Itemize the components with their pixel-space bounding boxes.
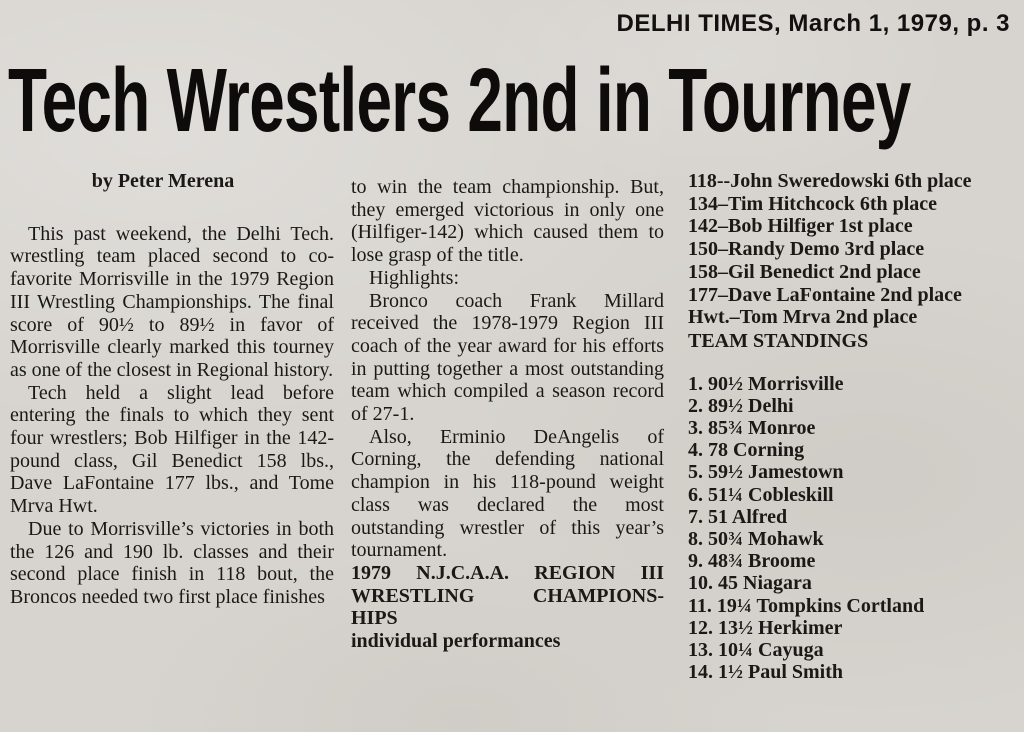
article-paragraph: This past weekend, the Delhi Tech. wrestling team placed second to co-favorite Morrisville in the 1979 Region III Wrestling Championships. The final score of 90½ to 89½ in favor of Morrisville clearly marked this tourney as one of the closest in Regional history.: [10, 222, 334, 381]
article-paragraph: Highlights:: [369, 266, 460, 289]
section-heading-line: HIPS: [351, 607, 398, 630]
column-3: [688, 170, 998, 683]
result-row: 177–Dave LaFontaine 2nd place: [688, 283, 962, 306]
section-heading: [351, 562, 664, 630]
standing-row: 14. 1½ Paul Smith: [688, 661, 844, 684]
standing-row: 8. 50¾ Mohawk: [688, 528, 824, 551]
article-paragraph: Also, Erminio DeAngelis of Corning, the defending national champion in his 118-pound weight class was declared the most outstanding wrestler of this year’s tournament.: [351, 425, 664, 562]
standing-row: 11. 19¼ Tompkins Cortland: [688, 594, 925, 617]
result-row: 142–Bob Hilfiger 1st place: [688, 215, 913, 238]
column-1: [10, 170, 334, 609]
individual-results-list: [688, 170, 998, 329]
result-row: 118--John Sweredowski 6th place: [688, 170, 972, 192]
result-row: 150–Randy Demo 3rd place: [688, 238, 925, 261]
result-row: 158–Gil Benedict 2nd place: [688, 260, 921, 283]
subsection-heading: individual performances: [351, 630, 561, 653]
column-2: [351, 176, 664, 653]
article-paragraph: Due to Morrisville’s victories in both the 126 and 190 lb. classes and their second place finish in 118 bout, the Broncos needed two first place finishes: [10, 517, 334, 608]
standing-row: 9. 48¾ Broome: [688, 550, 816, 573]
standing-row: 6. 51¼ Cobleskill: [688, 483, 834, 506]
standings-heading: TEAM STANDINGS: [688, 329, 869, 352]
section-heading-line: 1979 N.J.C.A.A. REGION III: [351, 561, 664, 584]
article-paragraph: to win the team championship. But, they emerged victorious in only one (Hilfiger-142) which caused them to lose grasp of the title.: [351, 176, 664, 267]
section-heading-line: WRESTLING CHAMPIONS-: [351, 584, 664, 607]
standing-row: 1. 90½ Morrisville: [688, 372, 844, 395]
headline: Tech Wrestlers 2nd in Tourney: [8, 51, 911, 151]
standing-row: 3. 85¾ Monroe: [688, 417, 816, 440]
standing-row: 5. 59½ Jamestown: [688, 461, 844, 484]
masthead: DELHI TIMES, March 1, 1979, p. 3: [616, 10, 1010, 37]
standing-row: 2. 89½ Delhi: [688, 394, 794, 417]
result-row: 134–Tim Hitchcock 6th place: [688, 192, 938, 215]
standing-row: 13. 10¼ Cayuga: [688, 639, 824, 662]
byline: by Peter Merena: [91, 170, 235, 192]
standing-row: 10. 45 Niagara: [688, 572, 812, 595]
team-standings-list: [688, 373, 998, 684]
result-row: Hwt.–Tom Mrva 2nd place: [688, 306, 918, 329]
article-paragraph: Tech held a slight lead before entering the finals to which they sent four wrestlers; Bob Hilfiger in the 142-pound class, Gil Benedict 158 lbs., Dave LaFontaine 177 lbs., and Tome Mrva Hwt.: [10, 381, 334, 518]
standing-row: 12. 13½ Herkimer: [688, 616, 843, 639]
article-paragraph: Bronco coach Frank Millard received the 1978-1979 Region III coach of the year award for his efforts in putting together a most outstanding team which compiled a season record of 27-1.: [351, 289, 664, 426]
standing-row: 7. 51 Alfred: [688, 505, 788, 528]
standing-row: 4. 78 Corning: [688, 439, 805, 462]
